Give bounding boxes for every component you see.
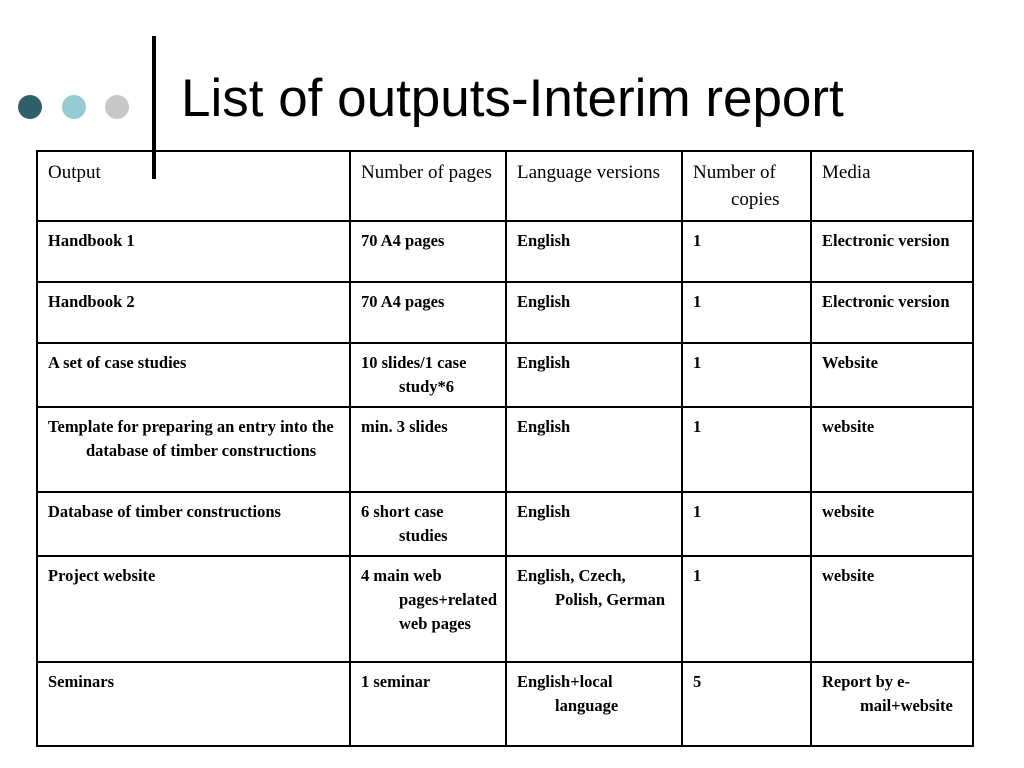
- cell-pages: 4 main web pages+related web pages: [350, 556, 506, 662]
- cell-media: Electronic version: [811, 221, 973, 282]
- table-row: [37, 343, 973, 407]
- cell-copies: 1: [682, 343, 811, 407]
- cell-pages: 70 A4 pages: [350, 221, 506, 282]
- slide-title: List of outputs-Interim report: [181, 69, 844, 128]
- cell-copies: 1: [682, 221, 811, 282]
- decorative-dot-light: [62, 95, 86, 119]
- cell-output: Project website: [37, 556, 350, 662]
- cell-pages: 6 short case studies: [350, 492, 506, 556]
- cell-media: website: [811, 407, 973, 492]
- cell-output: Seminars: [37, 662, 350, 746]
- cell-copies: 1: [682, 282, 811, 343]
- cell-languages: English: [506, 221, 682, 282]
- cell-output: Handbook 1: [37, 221, 350, 282]
- cell-media: Website: [811, 343, 973, 407]
- decorative-dot-dark: [18, 95, 42, 119]
- cell-output: Handbook 2: [37, 282, 350, 343]
- cell-copies: 5: [682, 662, 811, 746]
- cell-languages: English: [506, 492, 682, 556]
- cell-languages: English+local language: [506, 662, 682, 746]
- table-row: [37, 662, 973, 746]
- column-header-language-versions: Language versions: [506, 151, 682, 221]
- cell-languages: English, Czech, Polish, German: [506, 556, 682, 662]
- table-row: [37, 556, 973, 662]
- cell-media: Report by e-mail+website: [811, 662, 973, 746]
- table-row: [37, 492, 973, 556]
- cell-languages: English: [506, 407, 682, 492]
- column-header-media: Media: [811, 151, 973, 221]
- cell-media: Electronic version: [811, 282, 973, 343]
- cell-pages: 70 A4 pages: [350, 282, 506, 343]
- cell-pages: min. 3 slides: [350, 407, 506, 492]
- decorative-dot-gray: [105, 95, 129, 119]
- column-header-number-of-pages: Number of pages: [350, 151, 506, 221]
- cell-pages: 10 slides/1 case study*6: [350, 343, 506, 407]
- cell-media: website: [811, 556, 973, 662]
- outputs-table: [36, 150, 974, 747]
- cell-media: website: [811, 492, 973, 556]
- cell-output: Database of timber constructions: [37, 492, 350, 556]
- cell-copies: 1: [682, 556, 811, 662]
- cell-languages: English: [506, 343, 682, 407]
- table-header-row: [37, 151, 973, 221]
- table-row: [37, 282, 973, 343]
- table-row: [37, 221, 973, 282]
- table-row: [37, 407, 973, 492]
- cell-languages: English: [506, 282, 682, 343]
- cell-output: Template for preparing an entry into the database of timber constructions: [37, 407, 350, 492]
- cell-copies: 1: [682, 407, 811, 492]
- cell-output: A set of case studies: [37, 343, 350, 407]
- cell-copies: 1: [682, 492, 811, 556]
- cell-pages: 1 seminar: [350, 662, 506, 746]
- column-header-number-of-copies: Number of copies: [682, 151, 811, 221]
- column-header-output: Output: [37, 151, 350, 221]
